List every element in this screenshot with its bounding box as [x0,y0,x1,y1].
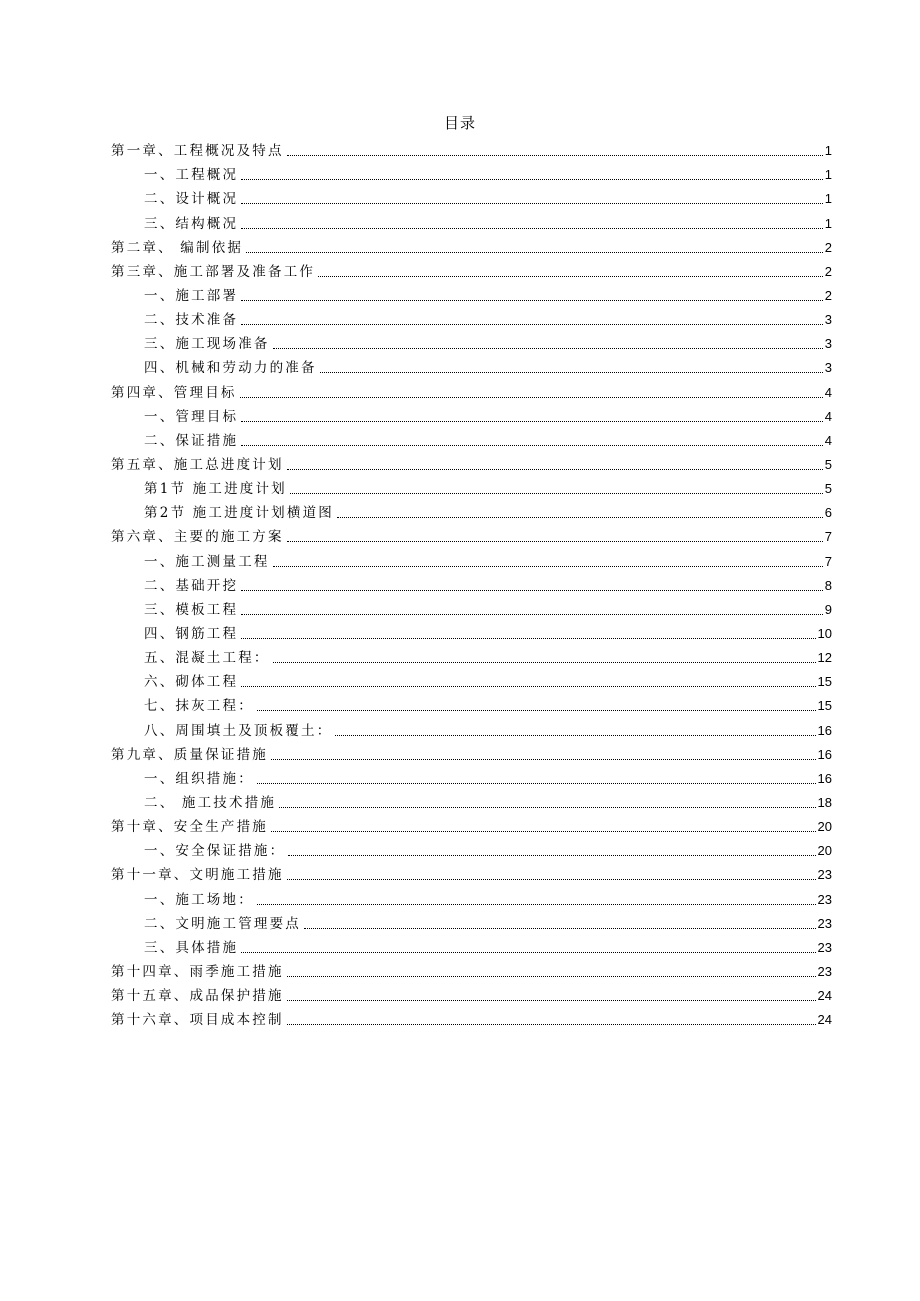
toc-entry[interactable] [111,715,832,739]
toc-dot-leader [287,155,823,156]
toc-dot-leader [240,397,823,398]
toc-dot-leader [241,614,823,615]
toc-entry-page-number: 1 [824,143,832,159]
toc-entry-page-number: 23 [817,963,832,979]
toc-entry-page-number: 15 [817,698,832,714]
toc-entry-title: 第十一章、文明施工措施 [111,867,284,884]
toc-entry[interactable] [111,257,832,281]
toc-entry[interactable] [111,208,832,232]
toc-entry[interactable] [111,281,832,305]
toc-entry-page-number: 5 [824,456,832,472]
toc-dot-leader [304,928,816,929]
toc-entry-title: 第1节 施工进度计划 [144,481,287,498]
toc-entry[interactable] [111,571,832,595]
toc-entry-title: 一、施工部署 [144,287,239,304]
toc-dot-leader [287,976,816,977]
toc-entry[interactable] [111,136,832,160]
toc-dot-leader [320,372,823,373]
toc-entry-page-number: 7 [824,529,832,545]
toc-entry[interactable] [111,1005,832,1029]
toc-entry-page-number: 2 [824,287,832,303]
toc-entry-title: 第十五章、成品保护措施 [111,988,284,1005]
toc-entry-page-number: 4 [824,384,832,400]
toc-entry-page-number: 5 [824,481,832,497]
toc-dot-leader [271,831,816,832]
toc-entry[interactable] [111,667,832,691]
toc-entry-page-number: 24 [817,988,832,1004]
toc-dot-leader [241,324,823,325]
toc-entry[interactable] [111,595,832,619]
toc-entry-title: 六、砌体工程 [144,674,239,691]
toc-entry[interactable] [111,233,832,257]
toc-entry-page-number: 8 [824,577,832,593]
toc-entry[interactable] [111,426,832,450]
toc-entry-title: 三、模板工程 [144,601,239,618]
toc-entry[interactable] [111,860,832,884]
toc-entry-title: 一、工程概况 [144,167,239,184]
toc-dot-leader [337,517,823,518]
toc-entry-page-number: 3 [824,312,832,328]
toc-entry-title: 一、施工测量工程 [144,553,270,570]
toc-entry-title: 三、具体措施 [144,939,239,956]
toc-entry-page-number: 16 [817,770,832,786]
toc-entry-title: 五、混凝土工程： [144,650,270,667]
toc-entry-page-number: 20 [817,819,832,835]
toc-list [111,136,832,1029]
toc-entry-title: 三、结构概况 [144,215,239,232]
toc-entry-title: 二、文明施工管理要点 [144,915,301,932]
toc-entry-title: 二、 施工技术措施 [144,794,277,811]
toc-dot-leader [241,421,823,422]
toc-entry-title: 第十章、安全生产措施 [111,819,268,836]
toc-entry[interactable] [111,305,832,329]
toc-entry-page-number: 23 [817,891,832,907]
toc-entry[interactable] [111,329,832,353]
toc-title: 目录 [443,114,476,132]
toc-entry-page-number: 24 [817,1012,832,1028]
toc-dot-leader [241,203,823,204]
toc-entry-page-number: 3 [824,336,832,352]
toc-dot-leader [318,276,823,277]
toc-dot-leader [257,710,816,711]
toc-entry-page-number: 2 [824,263,832,279]
toc-entry-page-number: 2 [824,239,832,255]
toc-entry-title: 一、组织措施： [144,770,254,787]
toc-entry-title: 第二章、 编制依据 [111,239,244,256]
toc-entry[interactable] [111,643,832,667]
toc-entry-title: 四、机械和劳动力的准备 [144,360,317,377]
toc-entry-title: 八、周围填土及顶板覆土： [144,722,333,739]
toc-entry-title: 二、基础开挖 [144,577,239,594]
toc-entry[interactable] [111,981,832,1005]
toc-entry-page-number: 3 [824,360,832,376]
toc-dot-leader [273,566,823,567]
toc-entry-title: 一、施工场地： [144,891,254,908]
toc-entry[interactable] [111,740,832,764]
toc-entry[interactable] [111,909,832,933]
toc-entry-title: 第五章、施工总进度计划 [111,456,284,473]
toc-entry[interactable] [111,836,832,860]
toc-entry-title: 第十六章、项目成本控制 [111,1012,284,1029]
toc-dot-leader [241,228,823,229]
toc-entry[interactable] [111,788,832,812]
toc-entry-page-number: 7 [824,553,832,569]
toc-dot-leader [271,759,816,760]
toc-entry-title: 二、保证措施 [144,432,239,449]
toc-dot-leader [287,1024,816,1025]
toc-entry-page-number: 1 [824,215,832,231]
toc-entry[interactable] [111,353,832,377]
toc-entry-page-number: 1 [824,191,832,207]
toc-entry-page-number: 20 [817,843,832,859]
toc-entry-title: 二、技术准备 [144,312,239,329]
toc-dot-leader [241,300,823,301]
toc-entry[interactable] [111,160,832,184]
toc-dot-leader [241,445,823,446]
toc-dot-leader [241,952,815,953]
toc-entry-title: 第九章、质量保证措施 [111,746,268,763]
toc-entry-page-number: 4 [824,408,832,424]
toc-entry[interactable] [111,933,832,957]
toc-entry[interactable] [111,619,832,643]
toc-entry-title: 第一章、工程概况及特点 [111,143,284,160]
toc-entry-title: 第三章、施工部署及准备工作 [111,263,316,280]
toc-entry-title: 四、钢筋工程 [144,625,239,642]
toc-entry-title: 第2节 施工进度计划横道图 [144,505,334,522]
toc-entry[interactable] [111,546,832,570]
toc-dot-leader [241,686,815,687]
toc-dot-leader [287,879,816,880]
toc-dot-leader [287,469,823,470]
toc-entry-page-number: 9 [824,601,832,617]
toc-entry-page-number: 4 [824,432,832,448]
toc-entry-title: 三、施工现场准备 [144,336,270,353]
toc-entry-page-number: 18 [817,794,832,810]
toc-entry-page-number: 12 [817,650,832,666]
toc-entry[interactable] [111,884,832,908]
toc-dot-leader [241,638,815,639]
toc-entry[interactable] [111,764,832,788]
toc-entry-page-number: 1 [824,167,832,183]
toc-entry-title: 二、设计概况 [144,191,239,208]
toc-entry[interactable] [111,691,832,715]
toc-entry-page-number: 16 [817,746,832,762]
toc-entry-page-number: 16 [817,722,832,738]
toc-dot-leader [288,855,815,856]
toc-dot-leader [257,783,816,784]
toc-entry-page-number: 10 [817,625,832,641]
toc-entry[interactable] [111,957,832,981]
toc-entry[interactable] [111,377,832,401]
toc-entry[interactable] [111,450,832,474]
toc-dot-leader [273,348,823,349]
toc-entry[interactable] [111,812,832,836]
toc-entry-title: 一、管理目标 [144,408,239,425]
toc-dot-leader [287,1000,816,1001]
toc-entry-title: 一、安全保证措施： [144,843,286,860]
toc-entry-page-number: 23 [817,939,832,955]
toc-entry[interactable] [111,402,832,426]
toc-entry[interactable] [111,498,832,522]
toc-entry[interactable] [111,184,832,208]
toc-dot-leader [335,735,815,736]
toc-entry-page-number: 23 [817,867,832,883]
toc-dot-leader [279,807,815,808]
toc-entry-page-number: 23 [817,915,832,931]
toc-dot-leader [257,904,816,905]
toc-dot-leader [290,493,823,494]
toc-entry-title: 第六章、主要的施工方案 [111,529,284,546]
toc-entry-title: 七、抹灰工程： [144,698,254,715]
toc-dot-leader [241,179,823,180]
toc-entry-page-number: 15 [817,674,832,690]
toc-entry[interactable] [111,474,832,498]
toc-dot-leader [246,252,823,253]
toc-dot-leader [241,590,823,591]
toc-entry[interactable] [111,522,832,546]
toc-entry-title: 第十四章、雨季施工措施 [111,963,284,980]
toc-entry-title: 第四章、管理目标 [111,384,237,401]
toc-dot-leader [273,662,816,663]
toc-dot-leader [287,541,823,542]
toc-entry-page-number: 6 [824,505,832,521]
